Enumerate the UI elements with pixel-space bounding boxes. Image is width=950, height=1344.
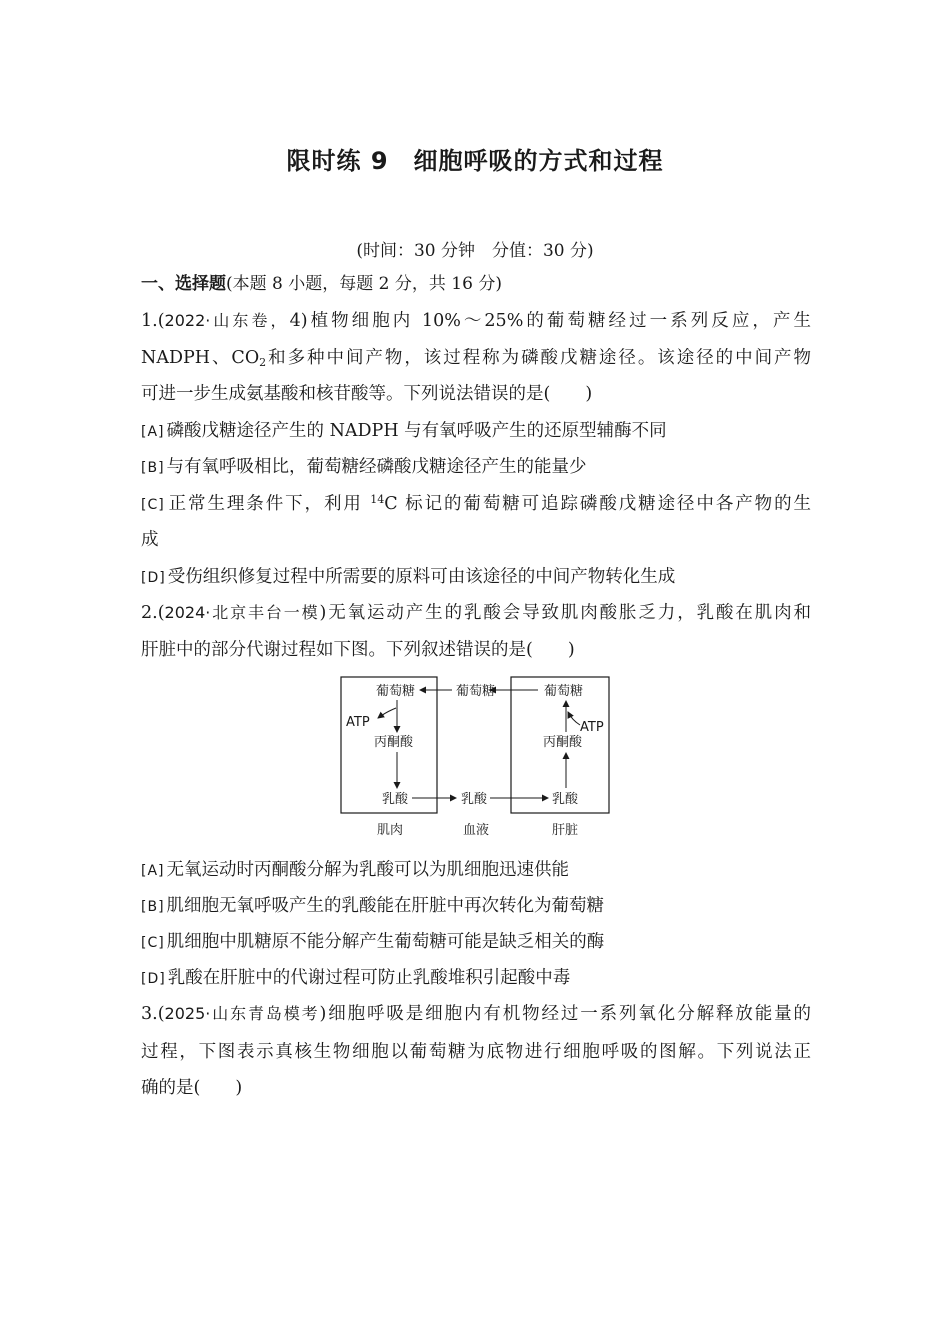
q2-option-a: [A] 无氧运动时丙酮酸分解为乳酸可以为肌细胞迅速供能 — [141, 860, 570, 880]
blood-label: 血液 — [463, 823, 490, 838]
blood-glucose: 葡萄糖 — [456, 684, 496, 699]
liver-glucose: 葡萄糖 — [544, 684, 584, 699]
page-title: 限时练 9 细胞呼吸的方式和过程 — [286, 147, 664, 175]
muscle-pyruvate: 丙酮酸 — [374, 735, 414, 750]
q1-line-1: 1.(2022·山东卷，4)植物细胞内 10%～25%的葡萄糖经过一系列反应，产生 — [141, 311, 811, 331]
q1-line-3: 可进一步生成氨基酸和核苷酸等。下列说法错误的是( ) — [141, 384, 593, 404]
q2-source: 2024·北京丰台一模 — [164, 603, 320, 622]
muscle-lactate: 乳酸 — [382, 792, 409, 807]
liver-atp: ATP — [580, 720, 604, 735]
time-score-note: (时间：30 分钟 分值：30 分) — [356, 241, 594, 261]
q2-line-1: 2.(2024·北京丰台一模)无氧运动产生的乳酸会导致肌肉酸胀乏力，乳酸在肌肉和 — [141, 603, 812, 623]
q1-option-b: [B] 与有氧呼吸相比，葡萄糖经磷酸戊糖途径产生的能量少 — [141, 457, 587, 477]
muscle-label: 肌肉 — [377, 823, 404, 838]
section-heading — [141, 272, 811, 296]
q2-option-c: [C] 肌细胞中肌糖原不能分解产生葡萄糖可能是缺乏相关的酶 — [141, 932, 605, 952]
muscle-atp: ATP — [346, 715, 370, 730]
lactate-metabolism-diagram — [340, 674, 612, 844]
arrow-liver-atp — [568, 712, 580, 725]
q1-source: 2022·山东卷， — [164, 311, 290, 330]
q1-option-c: [C] 正常生理条件下，利用 $^{14}$C 标记的葡萄糖可追踪磷酸戊糖途径中各产物的生 — [141, 493, 812, 514]
section-head: 一、选择题 — [141, 274, 226, 294]
q3-source: 2025·山东青岛模考 — [164, 1004, 320, 1023]
q2-option-d: [D] 乳酸在肝脏中的代谢过程可防止乳酸堆积引起酸中毒 — [141, 968, 571, 988]
q1-option-d: [D] 受伤组织修复过程中所需要的原料可由该途径的中间产物转化生成 — [141, 567, 676, 587]
muscle-glucose: 葡萄糖 — [376, 684, 416, 699]
liver-lactate: 乳酸 — [552, 792, 579, 807]
q2-line-2: 肝脏中的部分代谢过程如下图。下列叙述错误的是( ) — [141, 640, 575, 660]
q2-option-b: [B] 肌细胞无氧呼吸产生的乳酸能在肝脏中再次转化为葡萄糖 — [141, 896, 605, 916]
q1-option-a: [A] 磷酸戊糖途径产生的 NADPH 与有氧呼吸产生的还原型辅酶不同 — [141, 421, 667, 441]
q1-option-c-cont: 成 — [141, 530, 159, 550]
blood-lactate: 乳酸 — [461, 792, 488, 807]
q3-line-3: 确的是( ) — [141, 1078, 243, 1098]
arrow-muscle-atp — [378, 708, 396, 718]
section-note: (本题 8 小题，每题 2 分，共 16 分) — [226, 274, 502, 294]
q3-line-2: 过程，下图表示真核生物细胞以葡萄糖为底物进行细胞呼吸的图解。下列说法正 — [141, 1042, 811, 1062]
q3-line-1: 3.(2025·山东青岛模考)细胞呼吸是细胞内有机物经过一系列氧化分解释放能量的 — [141, 1004, 812, 1024]
liver-pyruvate: 丙酮酸 — [543, 735, 583, 750]
q1-line-2: NADPH、$CO_2$和多种中间产物，该过程称为磷酸戊糖途径。该途径的中间产物 — [141, 348, 811, 369]
liver-label: 肝脏 — [552, 823, 579, 838]
